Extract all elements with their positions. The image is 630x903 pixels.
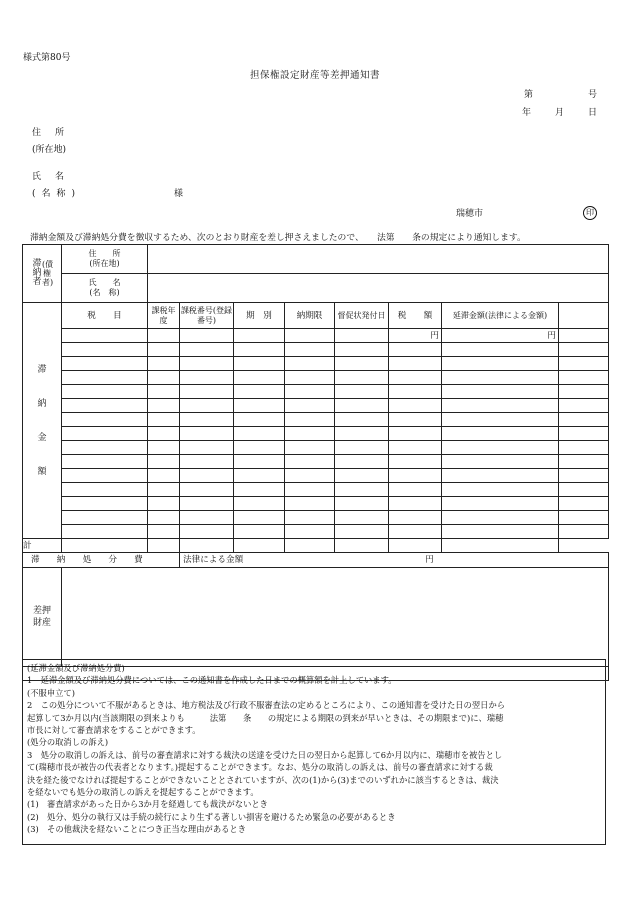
- total-label: 計: [23, 539, 62, 553]
- cell[interactable]: [148, 343, 180, 357]
- header-period: 期 別: [234, 303, 285, 329]
- cell[interactable]: [180, 371, 234, 385]
- notes-box: [22, 659, 606, 845]
- notes-line: 市長に対して審査請求をすることができます。: [27, 725, 201, 736]
- cell[interactable]: [442, 483, 559, 497]
- cell[interactable]: [285, 441, 335, 455]
- notice-table: [22, 244, 609, 681]
- cell[interactable]: [148, 483, 180, 497]
- cell[interactable]: [559, 511, 609, 525]
- cell[interactable]: [180, 525, 234, 539]
- cell[interactable]: [180, 441, 234, 455]
- cell[interactable]: [335, 413, 389, 427]
- cell[interactable]: [559, 441, 609, 455]
- cell[interactable]: [234, 441, 285, 455]
- cell[interactable]: [148, 525, 180, 539]
- addressee-address-label: 住所: [32, 128, 79, 138]
- cell[interactable]: [234, 413, 285, 427]
- cell[interactable]: [285, 413, 335, 427]
- cell[interactable]: [335, 329, 389, 343]
- notes-line: 2 この処分について不服があるときは、地方税法及び行政不服審査法の定めるところにより、この通知書を受けた日の翌日から: [27, 700, 506, 711]
- cell[interactable]: [180, 343, 234, 357]
- table-row[interactable]: [62, 399, 148, 413]
- cell[interactable]: [442, 539, 559, 553]
- header-tax-number: 課税番号(登録番号): [180, 303, 234, 329]
- cell[interactable]: [335, 511, 389, 525]
- expense-label: 滞 納 処 分 費: [23, 553, 180, 568]
- cell[interactable]: [234, 539, 285, 553]
- cell[interactable]: [148, 497, 180, 511]
- cell[interactable]: [559, 371, 609, 385]
- addressee-name-label: 氏名: [32, 172, 79, 182]
- cell[interactable]: [442, 413, 559, 427]
- seal-mark: 印: [583, 206, 597, 220]
- notes-line: 起算して3か月以内(当該期限の到来よりも 法第 条 の規定による期限の到来が早いときは、その期限まで)に、瑞穂: [27, 712, 504, 723]
- cell[interactable]: [234, 483, 285, 497]
- table-row[interactable]: [62, 413, 148, 427]
- cell[interactable]: [285, 497, 335, 511]
- header-notice-date: 督促状発付日: [335, 303, 389, 329]
- cell[interactable]: [180, 469, 234, 483]
- cell[interactable]: [335, 539, 389, 553]
- cell[interactable]: [559, 413, 609, 427]
- cell[interactable]: [180, 427, 234, 441]
- cell[interactable]: [389, 525, 442, 539]
- cell[interactable]: [442, 371, 559, 385]
- cell[interactable]: [148, 441, 180, 455]
- cell[interactable]: [442, 427, 559, 441]
- table-row[interactable]: [62, 469, 148, 483]
- cell[interactable]: [389, 511, 442, 525]
- cell[interactable]: [285, 427, 335, 441]
- cell[interactable]: [559, 497, 609, 511]
- lead-text: 滞納金額及び滞納処分費を徴収するため、次のとおり財産を差し押さえましたので、 法第 条の規定により通知します。: [30, 233, 526, 243]
- cell[interactable]: [335, 371, 389, 385]
- cell[interactable]: [285, 511, 335, 525]
- cell[interactable]: [389, 539, 442, 553]
- cell[interactable]: [389, 427, 442, 441]
- cell[interactable]: [442, 357, 559, 371]
- notes-line: (1) 審査請求があった日から3か月を経過しても裁決がないとき: [27, 799, 268, 810]
- cell[interactable]: [335, 441, 389, 455]
- table-row[interactable]: [62, 511, 148, 525]
- cell[interactable]: [559, 455, 609, 469]
- cell[interactable]: [559, 385, 609, 399]
- date-month: 月: [555, 108, 565, 118]
- table-row[interactable]: [62, 497, 148, 511]
- notes-line: 決を経た後でなければ提起することができないこととされていますが、次の(1)から(3)までのいずれかに該当するときは、裁決: [27, 774, 499, 785]
- cell[interactable]: [234, 343, 285, 357]
- number-prefix: 第: [524, 90, 534, 100]
- cell[interactable]: [285, 371, 335, 385]
- table-row[interactable]: [62, 385, 148, 399]
- cell[interactable]: [442, 497, 559, 511]
- cell[interactable]: [442, 343, 559, 357]
- cell[interactable]: [148, 469, 180, 483]
- cell[interactable]: [285, 329, 335, 343]
- cell[interactable]: [389, 483, 442, 497]
- table-row[interactable]: [62, 441, 148, 455]
- cell[interactable]: [180, 413, 234, 427]
- cell[interactable]: [148, 539, 180, 553]
- cell[interactable]: [148, 399, 180, 413]
- notes-line: (延滞金額及び滞納処分費): [27, 663, 125, 673]
- legal-amount-label: 法律による金額: [183, 555, 244, 565]
- table-row[interactable]: [62, 525, 148, 539]
- honorific: 様: [174, 189, 184, 199]
- cell[interactable]: [389, 413, 442, 427]
- notes-line: 3 処分の取消しの訴えは、前号の審査請求に対する裁決の送達を受けた日の翌日から起算して6か月以内に、瑞穂市を被告とし: [27, 749, 503, 760]
- debtor-address-value[interactable]: [148, 245, 609, 274]
- cell[interactable]: [234, 427, 285, 441]
- cell[interactable]: [335, 455, 389, 469]
- cell[interactable]: [335, 343, 389, 357]
- notes-line: (2) 処分、処分の執行又は手続の続行により生ずる著しい損害を避けるため緊急の必要があるとき: [27, 811, 396, 822]
- seized-value[interactable]: [62, 568, 609, 667]
- notes-line: 1 延滞金額及び滞納処分費については、この通知書を作成した日までの概算額を計上しています。: [27, 675, 397, 686]
- header-tax-item: 税 目: [62, 303, 148, 329]
- addressee-name-sub: (名称): [32, 189, 82, 199]
- cell[interactable]: [148, 371, 180, 385]
- table-row[interactable]: [62, 357, 148, 371]
- cell[interactable]: [234, 399, 285, 413]
- cell[interactable]: [335, 469, 389, 483]
- addressee-address-sub: (所在地): [32, 145, 67, 155]
- cell[interactable]: [180, 385, 234, 399]
- cell[interactable]: [335, 483, 389, 497]
- header-blank: [559, 303, 609, 329]
- table-row[interactable]: [62, 371, 148, 385]
- cell[interactable]: [285, 399, 335, 413]
- notes-line: (処分の取消しの訴え): [27, 737, 109, 748]
- cell[interactable]: [180, 497, 234, 511]
- cell[interactable]: [442, 441, 559, 455]
- table-row[interactable]: [62, 455, 148, 469]
- cell[interactable]: [559, 329, 609, 343]
- cell[interactable]: [180, 539, 234, 553]
- cell[interactable]: [559, 427, 609, 441]
- debtor-side-label: 滞納者(債権者): [23, 245, 62, 303]
- cell[interactable]: [234, 525, 285, 539]
- cell[interactable]: [389, 441, 442, 455]
- cell[interactable]: [180, 399, 234, 413]
- cell[interactable]: [234, 357, 285, 371]
- cell[interactable]: [285, 525, 335, 539]
- expense-value[interactable]: [180, 553, 609, 568]
- table-row[interactable]: [62, 483, 148, 497]
- cell[interactable]: [180, 483, 234, 497]
- header-late-fee: 延滞金額(法律による金額): [442, 303, 559, 329]
- table-row[interactable]: [62, 427, 148, 441]
- cell[interactable]: [148, 511, 180, 525]
- notes-line: て(瑞穂市長が被告の代表者となります。)提起することができます。なお、処分の取消しの訴えは、前号の審査請求に対する裁: [27, 762, 493, 773]
- cell[interactable]: [148, 455, 180, 469]
- document-title: 担保権設定財産等差押通知書: [249, 70, 380, 81]
- cell[interactable]: [442, 511, 559, 525]
- cell[interactable]: [180, 329, 234, 343]
- amount-side-label: 滞 納 金 額: [23, 303, 62, 539]
- debtor-address-label: 住 所 (所在地): [62, 245, 148, 274]
- header-tax-amount: 税 額: [389, 303, 442, 329]
- cell[interactable]: [442, 525, 559, 539]
- cell[interactable]: [442, 399, 559, 413]
- debtor-name-value[interactable]: [148, 274, 609, 303]
- date-day: 日: [588, 108, 598, 118]
- cell[interactable]: [389, 371, 442, 385]
- cell[interactable]: [180, 511, 234, 525]
- cell[interactable]: [389, 399, 442, 413]
- cell[interactable]: [559, 343, 609, 357]
- cell[interactable]: [559, 399, 609, 413]
- cell[interactable]: [389, 469, 442, 483]
- cell[interactable]: [234, 497, 285, 511]
- seized-label: 差押 財産: [23, 568, 62, 667]
- header-due-date: 納期限: [285, 303, 335, 329]
- cell[interactable]: [180, 455, 234, 469]
- cell[interactable]: [559, 357, 609, 371]
- cell[interactable]: [234, 469, 285, 483]
- header-tax-year: 課税年度: [148, 303, 180, 329]
- cell[interactable]: [148, 385, 180, 399]
- cell[interactable]: [285, 385, 335, 399]
- cell[interactable]: [62, 539, 148, 553]
- issuer-city: 瑞穂市: [456, 209, 484, 219]
- cell[interactable]: [389, 357, 442, 371]
- cell[interactable]: [442, 385, 559, 399]
- cell[interactable]: [285, 343, 335, 357]
- cell[interactable]: [389, 385, 442, 399]
- table-row[interactable]: [62, 343, 148, 357]
- expense-yen: 円: [425, 555, 434, 565]
- cell[interactable]: [234, 329, 285, 343]
- cell[interactable]: [389, 455, 442, 469]
- date-year: 年: [522, 108, 532, 118]
- cell[interactable]: [559, 525, 609, 539]
- cell[interactable]: [285, 469, 335, 483]
- cell[interactable]: [335, 385, 389, 399]
- tax-amount-yen: 円: [389, 329, 442, 343]
- cell[interactable]: [335, 525, 389, 539]
- cell[interactable]: [389, 497, 442, 511]
- cell[interactable]: [335, 399, 389, 413]
- cell[interactable]: [389, 343, 442, 357]
- cell[interactable]: [285, 455, 335, 469]
- notes-line: を経ないでも処分の取消しの訴えを提起することができます。: [27, 787, 259, 798]
- cell[interactable]: [148, 357, 180, 371]
- cell[interactable]: [285, 483, 335, 497]
- cell[interactable]: [559, 483, 609, 497]
- cell[interactable]: [442, 455, 559, 469]
- cell[interactable]: [335, 357, 389, 371]
- form-number: 様式第80号: [23, 53, 71, 63]
- cell[interactable]: [559, 469, 609, 483]
- cell[interactable]: [335, 497, 389, 511]
- cell[interactable]: [285, 539, 335, 553]
- cell[interactable]: [148, 329, 180, 343]
- debtor-name-label: 氏 名 (名 称): [62, 274, 148, 303]
- cell[interactable]: [285, 357, 335, 371]
- cell[interactable]: [148, 427, 180, 441]
- cell[interactable]: [234, 511, 285, 525]
- cell[interactable]: [180, 357, 234, 371]
- cell[interactable]: [148, 413, 180, 427]
- cell[interactable]: [62, 329, 148, 343]
- number-suffix: 号: [588, 90, 598, 100]
- late-fee-yen: 円: [442, 329, 559, 343]
- notes-line: (不服申立て): [27, 687, 75, 698]
- cell[interactable]: [234, 371, 285, 385]
- cell[interactable]: [234, 455, 285, 469]
- cell[interactable]: [335, 427, 389, 441]
- cell[interactable]: [234, 385, 285, 399]
- notes-line: (3) その他裁決を経ないことにつき正当な理由があるとき: [27, 824, 247, 835]
- cell[interactable]: [442, 469, 559, 483]
